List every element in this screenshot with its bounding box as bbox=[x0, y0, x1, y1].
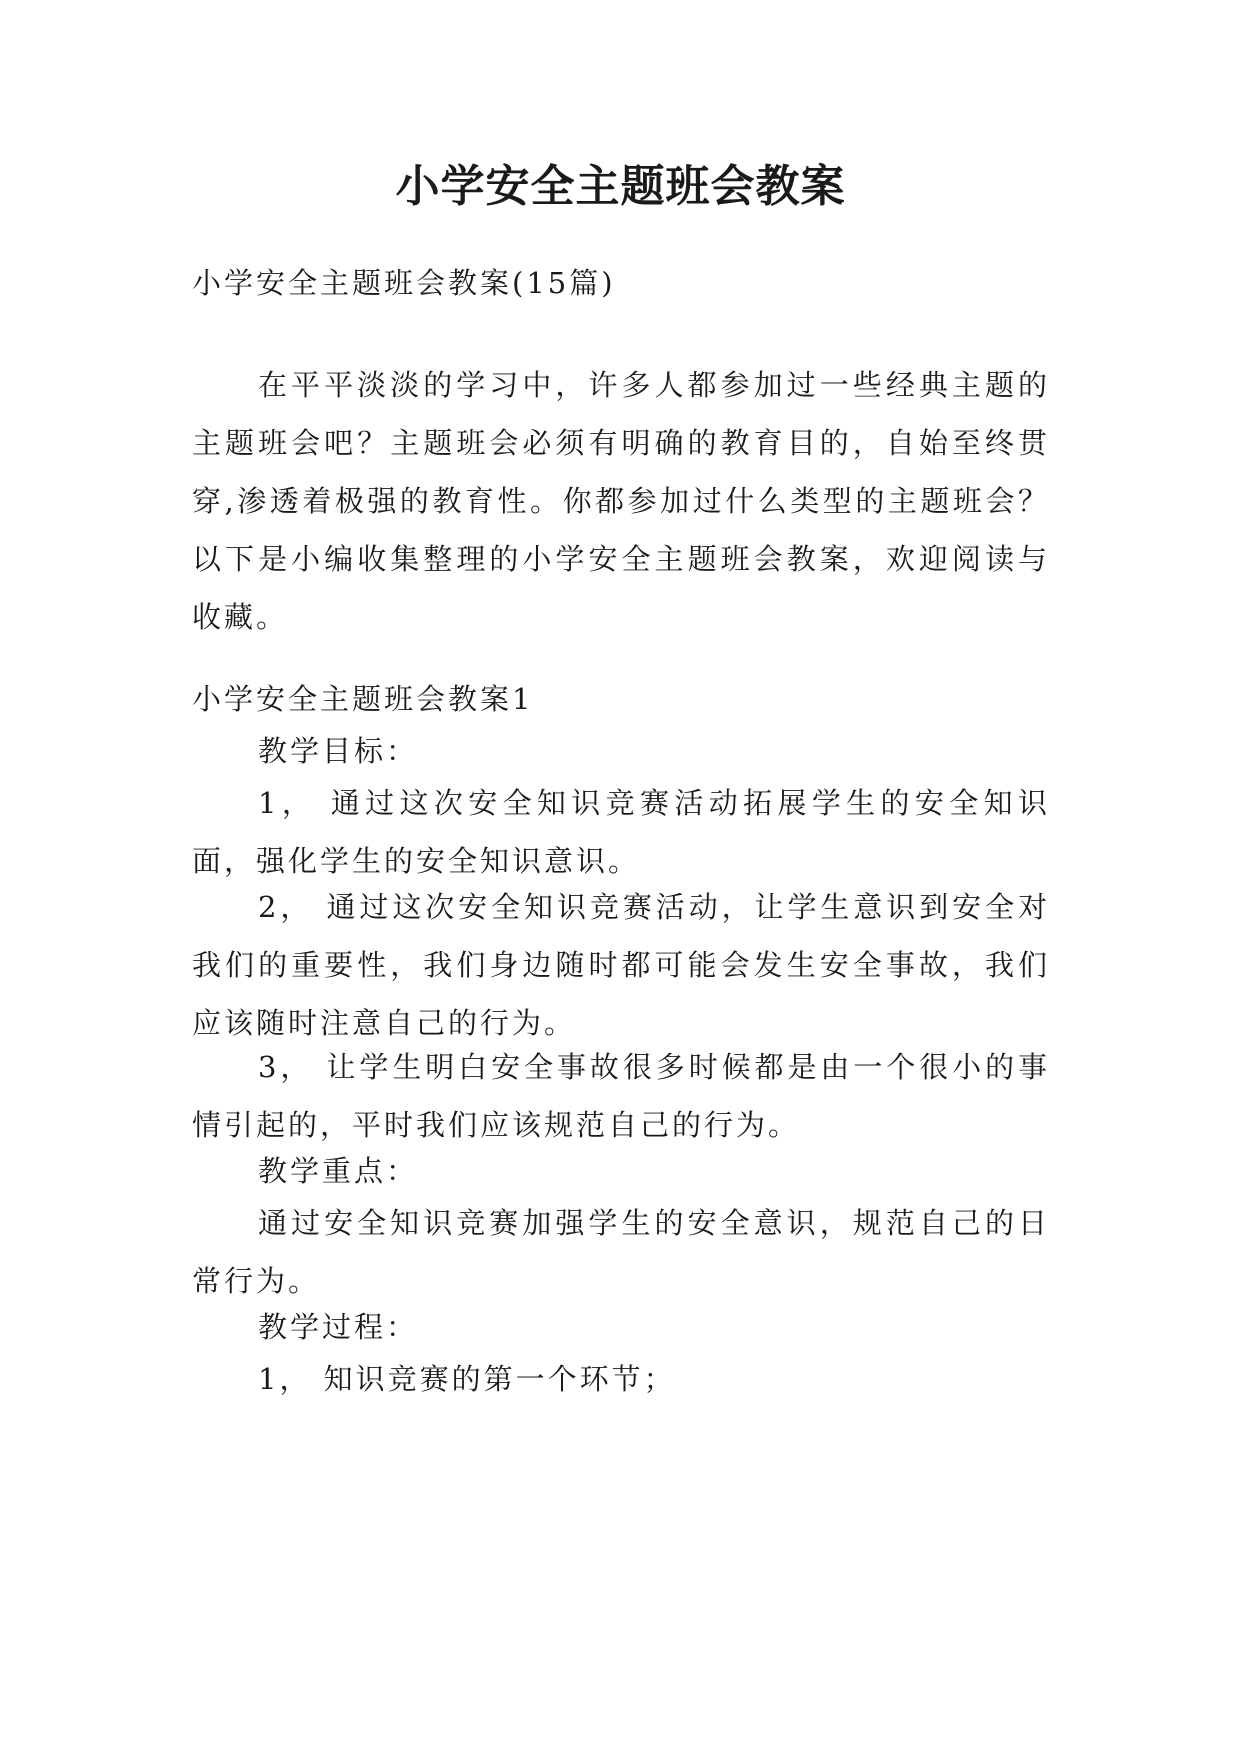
goal-item-2: 2， 通过这次安全知识竞赛活动，让学生意识到安全对我们的重要性，我们身边随时都可能会发生安全事故，我们应该随时注意自己的行为。 bbox=[192, 890, 1050, 1040]
section-heading: 小学安全主题班会教案1 bbox=[192, 682, 534, 716]
focus-text: 通过安全知识竞赛加强学生的安全意识，规范自己的日常行为。 bbox=[192, 1206, 1050, 1298]
document-subtitle: 小学安全主题班会教案(15篇) bbox=[192, 266, 616, 300]
goals-label: 教学目标： bbox=[258, 734, 419, 768]
process-label: 教学过程： bbox=[258, 1310, 419, 1344]
document-title: 小学安全主题班会教案 bbox=[395, 161, 846, 212]
focus-label: 教学重点： bbox=[258, 1154, 419, 1188]
goal-item-3: 3， 让学生明白安全事故很多时候都是由一个很小的事情引起的，平时我们应该规范自己的行为。 bbox=[192, 1050, 1050, 1142]
process-item-1: 1， 知识竞赛的第一个环节； bbox=[258, 1362, 676, 1396]
intro-paragraph: 在平平淡淡的学习中，许多人都参加过一些经典主题的主题班会吧？主题班会必须有明确的教育目的，自始至终贯穿,渗透着极强的教育性。你都参加过什么类型的主题班会？以下是小编收集整理的小学安全主题班会教案，欢迎阅读与收藏。 bbox=[192, 368, 1050, 634]
goal-item-1: 1， 通过这次安全知识竞赛活动拓展学生的安全知识面，强化学生的安全知识意识。 bbox=[192, 786, 1050, 878]
